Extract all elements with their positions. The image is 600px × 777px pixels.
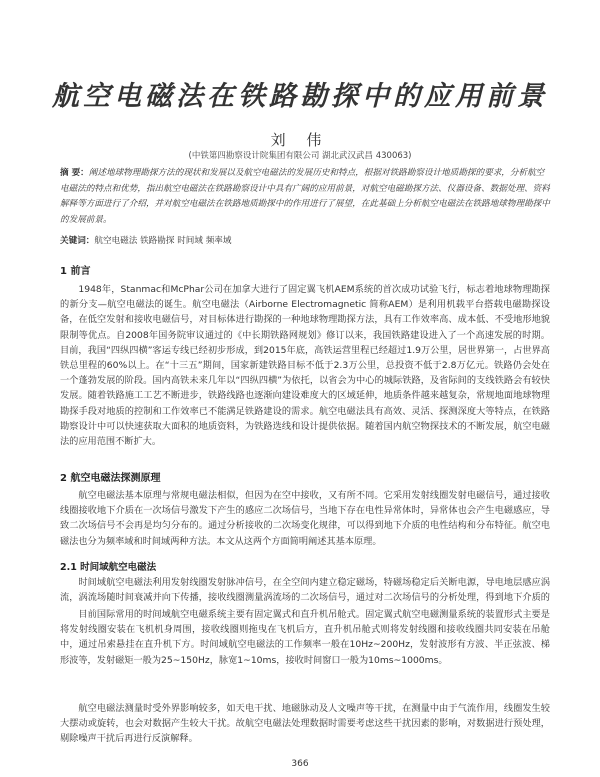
time-domain-paragraph-3: 航空电磁法测量时受外界影响较多，如天电干扰、地磁脉动及人文噪声等干扰，在测量中由于气流作用，线圈发生较大摆动或旋转，也会对数据产生较大干扰。故航空电磁法处理数据时需要考虑这些干扰因素的影响，对数据进行预处理，剔除噪声干扰后再进行反演解释。 [60,703,550,745]
section-heading-principle: 2 航空电磁法探测原理 [60,473,161,484]
time-domain-paragraph-1: 时间域航空电磁法利用发射线圈发射脉冲信号，在全空间内建立稳定磁场，特磁场稳定后关断电源，导电地层感应涡流，涡流场随时间衰减并向下传播，接收线圈测量涡流场的二次场信号，通过对二次场信号的分析处理，得到地下介质的 [60,577,550,604]
keywords-text: 航空电磁法 铁路勘探 时间域 频率域 [94,236,232,246]
section-heading-intro: 1 前言 [60,266,91,277]
paper-title: 航空电磁法在铁路勘探中的应用前景 [52,81,548,112]
keywords-label: 关键词： [60,236,95,246]
subsection-heading-time-domain: 2.1 时间域航空电磁法 [60,562,157,573]
time-domain-paragraph-2: 目前国际常用的时间域航空电磁系统主要有固定翼式和直升机吊舱式。固定翼式航空电磁测量系统的装置形式主要是将发射线圈安装在飞机机身周围，接收线圈则拖曳在飞机后方，直升机吊舱式则将发射线圈和接收线圈共同安装在吊舱中，通过吊索悬挂在直升机下方。时间域航空电磁法的工作频率一般在10Hz~200Hz，发射波形有方波、半正弦波、梯形波等，发射磁矩一般为25~150Hz，脉宽1~10ms，接收时间窗口一般为10ms~1000ms。 [60,609,550,666]
abstract [60,166,550,228]
author-name: 刘 伟 [270,131,330,149]
page-number: 366 [291,759,309,769]
keywords [60,234,550,248]
principle-paragraph: 航空电磁法基本原理与常规电磁法相似，但因为在空中接收，又有所不同。它采用发射线圈发射电磁信号，通过接收线圈接收地下介质在一次场信号激发下产生的感应二次场信号，当地下存在电性异常体时，异常体也会产生电磁感应，导致二次场信号不会再是均匀分布的。通过分析接收的二次场变化规律，可以得到地下介质的电性结构和分布特征。航空电磁法也分为频率域和时间域两种方法。本文从这两个方面简明阐述其基本原理。 [60,490,550,547]
affiliation: (中铁第四勘察设计院集团有限公司 湖北武汉武昌 430063) [188,151,412,161]
abstract-text: 阐述地球物理勘探方法的现状和发展以及航空电磁法的发展历史和特点，根据对铁路勘察设计地质勘探的要求，分析航空电磁法的特点和优势，指出航空电磁法在铁路勘察设计中具有广阔的应用前景，对航空电磁勘探方法、仪器设备、数据处理、资料解释等方面进行了介绍，并对航空电磁法在铁路地质勘探中的作用进行了展望，在此基础上分析航空电磁法在铁路地球物理勘探中的发展前景。 [60,168,550,225]
intro-paragraph: 1948年，Stanmac和McPhar公司在加拿大进行了固定翼飞机AEM系统的首次成功试验飞行，标志着地球物理勘探的新分支—航空电磁法的诞生。航空电磁法（Airborne Electromagnetic 简称AEM）是利用机载平台搭载电磁勘探设备，在低空发射和接收电磁信号，对目标体进行勘探的一种地球物理勘探方法，具有工作效率高、成本低、不受地形地貌限制等优点。自2008年国务院审议通过的《中长期铁路网规划》修订以来，我国铁路建设进入了一个高速发展的时期。目前，我国“四纵四横”客运专线已经初步形成，到2015年底，高铁运营里程已经超过1.9万公里，居世界第一，占世界高铁总里程的60%以上。在“十三五”期间，国家新建铁路目标不低于2.3万公里，总投资不低于2.8万亿元。铁路仍会处在一个蓬勃发展的阶段。国内高铁未来几年以“四纵四横”为依托，以省会为中心的城际铁路，及省际间的支线铁路会有较快发展。随着铁路施工工艺不断进步，铁路线路也逐渐向建设难度大的区域延伸，地质条件越来越复杂，常规地面地球物理勘探手段对地质的控制和工作效率已不能满足铁路建设的需求。航空电磁法具有高效、灵活、探测深度大等特点，在铁路勘察设计中可以快速获取大面积的地质资料，为铁路选线和设计提供依据。随着国内航空物探技术的不断发展，航空电磁法的应用范围不断扩大。 [60,284,550,448]
abstract-label: 摘 要： [60,168,89,178]
